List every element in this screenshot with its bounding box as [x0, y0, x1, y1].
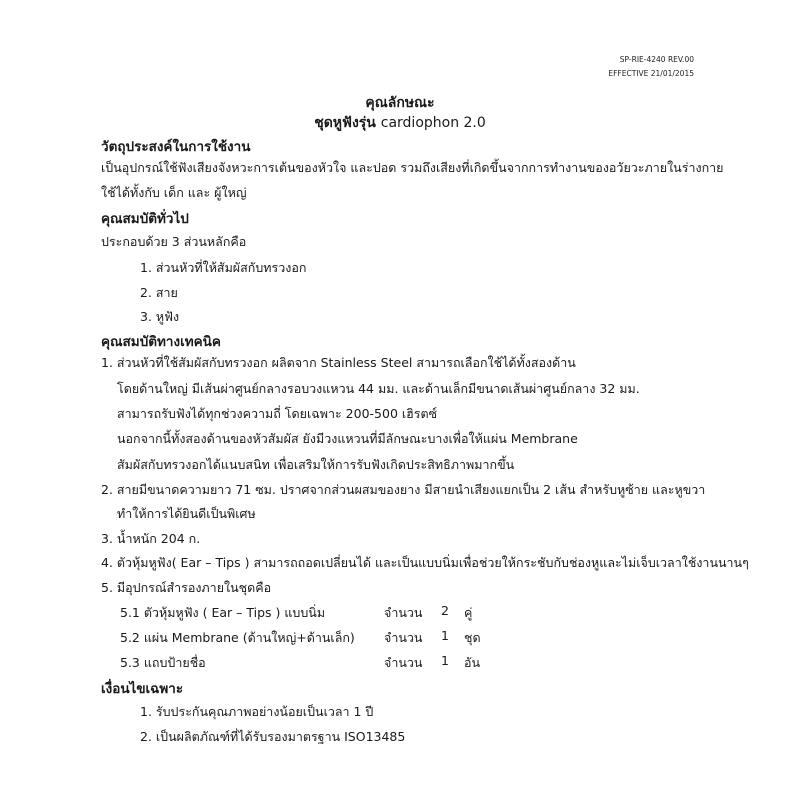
conditions-heading: เงื่อนไขเฉพาะ: [101, 681, 184, 697]
purpose-heading: วัตถุประสงค์ในการใช้งาน: [101, 139, 251, 155]
accessory-name: 5.3 แถบป้ายชื่อ: [120, 655, 206, 670]
accessory-qty: 2: [441, 603, 449, 618]
page-subtitle: [0, 112, 800, 134]
subtitle-model: cardiophon 2.0: [380, 115, 486, 131]
technical-item-2-line-1: 2. สายมีขนาดความยาว 71 ซม. ปราศจากส่วนผสมของยาง มีสายนำเสียงแยกเป็น 2 เส้น สำหรับหูซ้าย และหูขวา: [101, 482, 706, 497]
general-item-1: 1. ส่วนหัวที่ให้สัมผัสกับทรวงอก: [140, 260, 307, 275]
accessory-name: 5.1 ตัวหุ้มหูฟัง ( Ear – Tips ) แบบนิ่ม: [120, 605, 326, 620]
technical-item-1-line-4: นอกจากนี้ทั้งสองด้านของหัวสัมผัส ยังมีวงแหวนที่มีลักษณะบางเพื่อให้แผ่น Membrane: [117, 431, 578, 446]
subtitle-thai: ชุดหูฟังรุ่น: [314, 115, 376, 131]
accessory-unit: ชุด: [464, 630, 481, 645]
condition-item-2: 2. เป็นผลิตภัณฑ์ที่ได้รับรองมาตรฐาน ISO13485: [140, 729, 406, 744]
accessory-qty-label: จำนวน: [384, 655, 423, 670]
technical-item-5: 5. มีอุปกรณ์สำรองภายในชุดคือ: [101, 580, 272, 595]
effective-date: EFFECTIVE 21/01/2015: [608, 69, 694, 78]
general-item-2: 2. สาย: [140, 285, 178, 300]
technical-item-4: 4. ตัวหุ้มหูฟัง( Ear – Tips ) สามารถถอดเปลี่ยนได้ และเป็นแบบนิ่มเพื่อช่วยให้กระชับกับช่องหูและไม่เจ็บเวลาใช้งานนานๆ: [101, 555, 749, 570]
accessory-qty-label: จำนวน: [384, 630, 423, 645]
accessory-qty-label: จำนวน: [384, 605, 423, 620]
technical-item-1-line-5: สัมผัสกับทรวงอกได้แนบสนิท เพื่อเสริมให้การรับฟังเกิดประสิทธิภาพมากขึ้น: [117, 457, 515, 472]
technical-item-1-line-1: 1. ส่วนหัวที่ใช้สัมผัสกับทรวงอก ผลิตจาก Stainless Steel สามารถเลือกใช้ได้ทั้งสองด้าน: [101, 355, 576, 370]
general-item-3: 3. หูฟัง: [140, 309, 180, 324]
condition-item-1: 1. รับประกันคุณภาพอย่างน้อยเป็นเวลา 1 ปี: [140, 704, 374, 719]
accessory-unit: คู่: [464, 605, 473, 620]
technical-item-1-line-2: โดยด้านใหญ่ มีเส้นผ่าศูนย์กลางรอบวงแหวน 44 มม. และด้านเล็กมีขนาดเส้นผ่าศูนย์กลาง 32 มม.: [117, 381, 640, 396]
technical-item-3: 3. น้ำหนัก 204 ก.: [101, 531, 201, 546]
technical-heading: คุณสมบัติทางเทคนิค: [101, 334, 221, 350]
technical-item-1-line-3: สามารถรับฟังได้ทุกช่วงความถี่ โดยเฉพาะ 200-500 เฮิรตซ์: [117, 406, 438, 421]
document-code: SP-RIE-4240 REV.00: [619, 55, 694, 64]
accessory-unit: อัน: [464, 655, 481, 670]
page-title: คุณลักษณะ: [365, 95, 435, 111]
purpose-line-2: ใช้ได้ทั้งกับ เด็ก และ ผู้ใหญ่: [101, 185, 247, 200]
accessory-qty: 1: [441, 628, 449, 643]
technical-item-2-line-2: ทำให้การได้ยินดีเป็นพิเศษ: [117, 506, 256, 521]
general-intro: ประกอบด้วย 3 ส่วนหลักคือ: [101, 234, 247, 249]
general-heading: คุณสมบัติทั่วไป: [101, 211, 189, 227]
accessory-qty: 1: [441, 653, 449, 668]
purpose-line-1: เป็นอุปกรณ์ใช้ฟังเสียงจังหวะการเต้นของหัวใจ และปอด รวมถึงเสียงที่เกิดขึ้นจากการทำงานของอวัยวะภายในร่างกาย: [101, 160, 724, 175]
accessory-name: 5.2 แผ่น Membrane (ด้านใหญ่+ด้านเล็ก): [120, 630, 355, 645]
